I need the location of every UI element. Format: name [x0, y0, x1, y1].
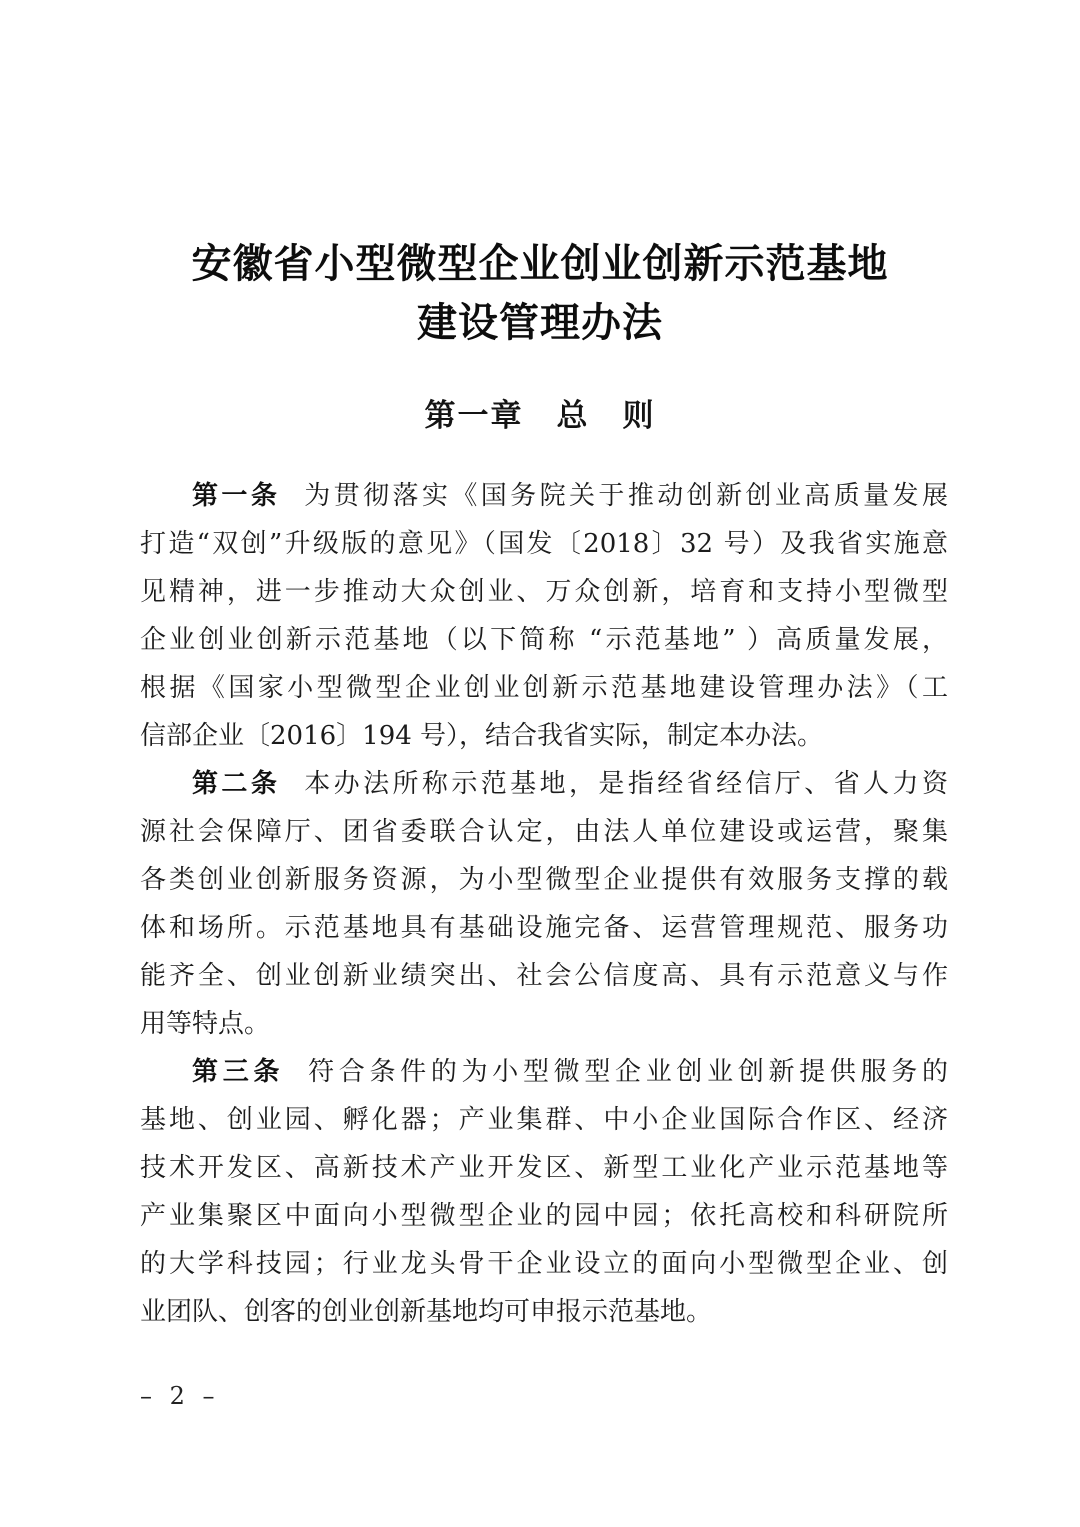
document-title-line2: 建设管理办法	[417, 299, 663, 346]
article-3-line-1	[140, 1048, 948, 1096]
article-1-label: 第一条	[192, 481, 281, 511]
article-2-label: 第二条	[192, 769, 281, 799]
article-1-line-6: 信部企业〔2016〕194 号），结合我省实际，制定本办法。	[140, 721, 824, 751]
article-2-line-2: 源社会保障厅、团省委联合认定，由法人单位建设或运营，聚集	[140, 817, 948, 847]
article-3-line-4: 产业集聚区中面向小型微型企业的园中园；依托高校和科研院所	[140, 1201, 948, 1231]
article-1-text: 为贯彻落实《国务院关于推动创新创业高质量发展	[304, 481, 948, 511]
article-1-line-4: 企业创业创新示范基地（以下简称 “示范基地” ）高质量发展，	[140, 625, 948, 655]
article-2-text: 本办法所称示范基地，是指经省经信厅、省人力资	[304, 769, 948, 799]
article-1-line-3: 见精神，进一步推动大众创业、万众创新，培育和支持小型微型	[140, 577, 948, 607]
article-2-line-6: 用等特点。	[140, 1009, 271, 1039]
article-2-line-3: 各类创业创新服务资源，为小型微型企业提供有效服务支撑的载	[140, 865, 948, 895]
chapter-heading: 第一章 总 则	[424, 398, 656, 434]
article-1-line-1	[140, 472, 948, 520]
article-2-line-5: 能齐全、创业创新业绩突出、社会公信度高、具有示范意义与作	[140, 961, 948, 991]
page-number: – 2 –	[140, 1382, 220, 1410]
article-3-line-3: 技术开发区、高新技术产业开发区、新型工业化产业示范基地等	[140, 1153, 948, 1183]
article-1-line-5: 根据《国家小型微型企业创业创新示范基地建设管理办法》（工	[140, 673, 948, 703]
article-2-line-4: 体和场所。示范基地具有基础设施完备、运营管理规范、服务功	[140, 913, 948, 943]
article-3-line-5: 的大学科技园；行业龙头骨干企业设立的面向小型微型企业、创	[140, 1249, 948, 1279]
document-title	[0, 234, 1080, 352]
article-3-line-2: 基地、创业园、孵化器；产业集群、中小企业国际合作区、经济	[140, 1105, 948, 1135]
article-3-line-6: 业团队、创客的创业创新基地均可申报示范基地。	[140, 1297, 713, 1327]
article-1-line-2: 打造“双创”升级版的意见》（国发〔2018〕32 号）及我省实施意	[140, 529, 948, 559]
article-3-text: 符合条件的为小型微型企业创业创新提供服务的	[308, 1057, 948, 1087]
document-title-line1: 安徽省小型微型企业创业创新示范基地	[191, 240, 889, 287]
article-3-label: 第三条	[192, 1057, 285, 1087]
document-body	[0, 472, 1080, 1336]
article-2-line-1	[140, 760, 948, 808]
